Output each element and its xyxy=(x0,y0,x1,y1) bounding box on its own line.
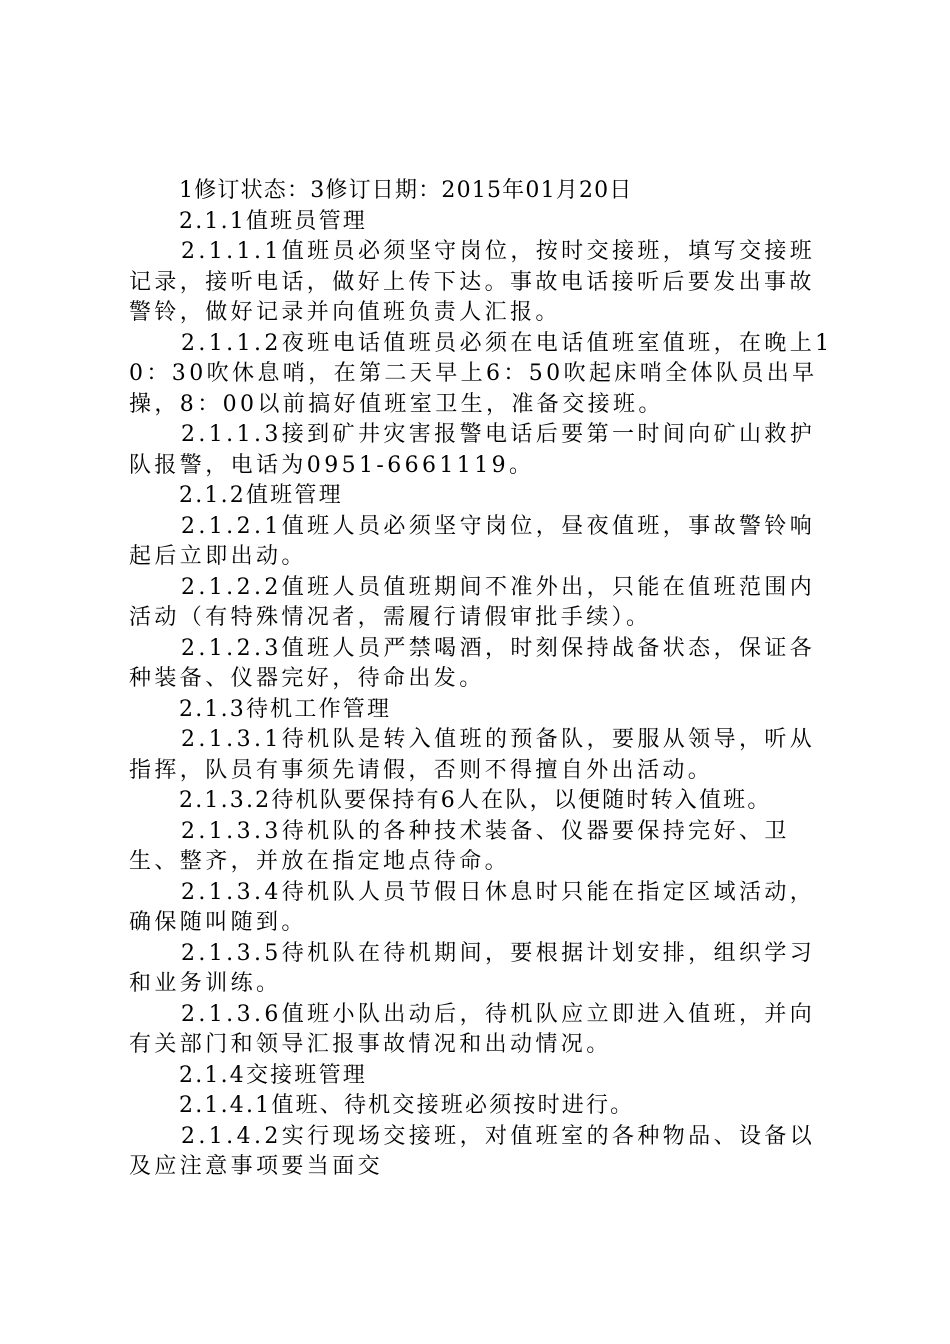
section-heading-2-1-1: 2.1.1值班员管理 xyxy=(179,208,367,234)
clause-2-1-1-1: 2.1.1.1值班员必须坚守岗位，按时交接班，填写交接班记录，接听电话，做好上传下达。事故电话接听后要发出事故警铃，做好记录并向值班负责人汇报。 xyxy=(129,239,816,325)
clause-2-1-1-3: 2.1.1.3接到矿井灾害报警电话后要第一时间向矿山救护队报警，电话为0951-6661119。 xyxy=(129,422,816,478)
clause-2-1-4-2: 2.1.4.2实行现场交接班，对值班室的各种物品、设备以及应注意事项要当面交 xyxy=(129,1123,816,1179)
clause-2-1-3-3: 2.1.3.3待机队的各种技术装备、仪器要保持完好、卫生、整齐，并放在指定地点待命。 xyxy=(129,818,790,874)
clause-2-1-3-2: 2.1.3.2待机队要保持有6人在队，以便随时转入值班。 xyxy=(179,788,772,813)
section-heading-2-1-3: 2.1.3待机工作管理 xyxy=(179,696,392,722)
clause-2-1-1-2: 2.1.1.2夜班电话值班员必须在电话值班室值班，在晚上10：30吹休息哨，在第二天早上6：50吹起床哨全体队员出早操，8：00以前搞好值班室卫生，准备交接班。 xyxy=(129,330,833,417)
clause-2-1-3-5: 2.1.3.5待机队在待机期间，要根据计划安排，组织学习和业务训练。 xyxy=(129,940,816,996)
clause-2-1-3-6: 2.1.3.6值班小队出动后，待机队应立即进入值班，并向有关部门和领导汇报事故情况和出动情况。 xyxy=(129,1001,816,1057)
revision-info: 1修订状态：3修订日期：2015年01月20日 xyxy=(179,178,633,203)
section-heading-2-1-2: 2.1.2值班管理 xyxy=(179,483,343,508)
clause-2-1-2-2: 2.1.2.2值班人员值班期间不准外出，只能在值班范围内活动（有特殊情况者，需履行请假审批手续）。 xyxy=(129,574,816,630)
clause-2-1-3-4: 2.1.3.4待机队人员节假日休息时只能在指定区域活动，确保随叫随到。 xyxy=(129,879,816,935)
clause-2-1-3-1: 2.1.3.1待机队是转入值班的预备队，要服从领导，听从指挥，队员有事须先请假，否则不得擅自外出活动。 xyxy=(129,727,816,783)
clause-2-1-2-1: 2.1.2.1值班人员必须坚守岗位，昼夜值班，事故警铃响起后立即出动。 xyxy=(129,513,816,569)
clause-2-1-2-3: 2.1.2.3值班人员严禁喝酒，时刻保持战备状态，保证各种装备、仪器完好，待命出发。 xyxy=(129,635,816,691)
document-body xyxy=(129,176,837,1183)
clause-2-1-4-1: 2.1.4.1值班、待机交接班必须按时进行。 xyxy=(179,1093,635,1118)
section-heading-2-1-4: 2.1.4交接班管理 xyxy=(179,1062,367,1088)
